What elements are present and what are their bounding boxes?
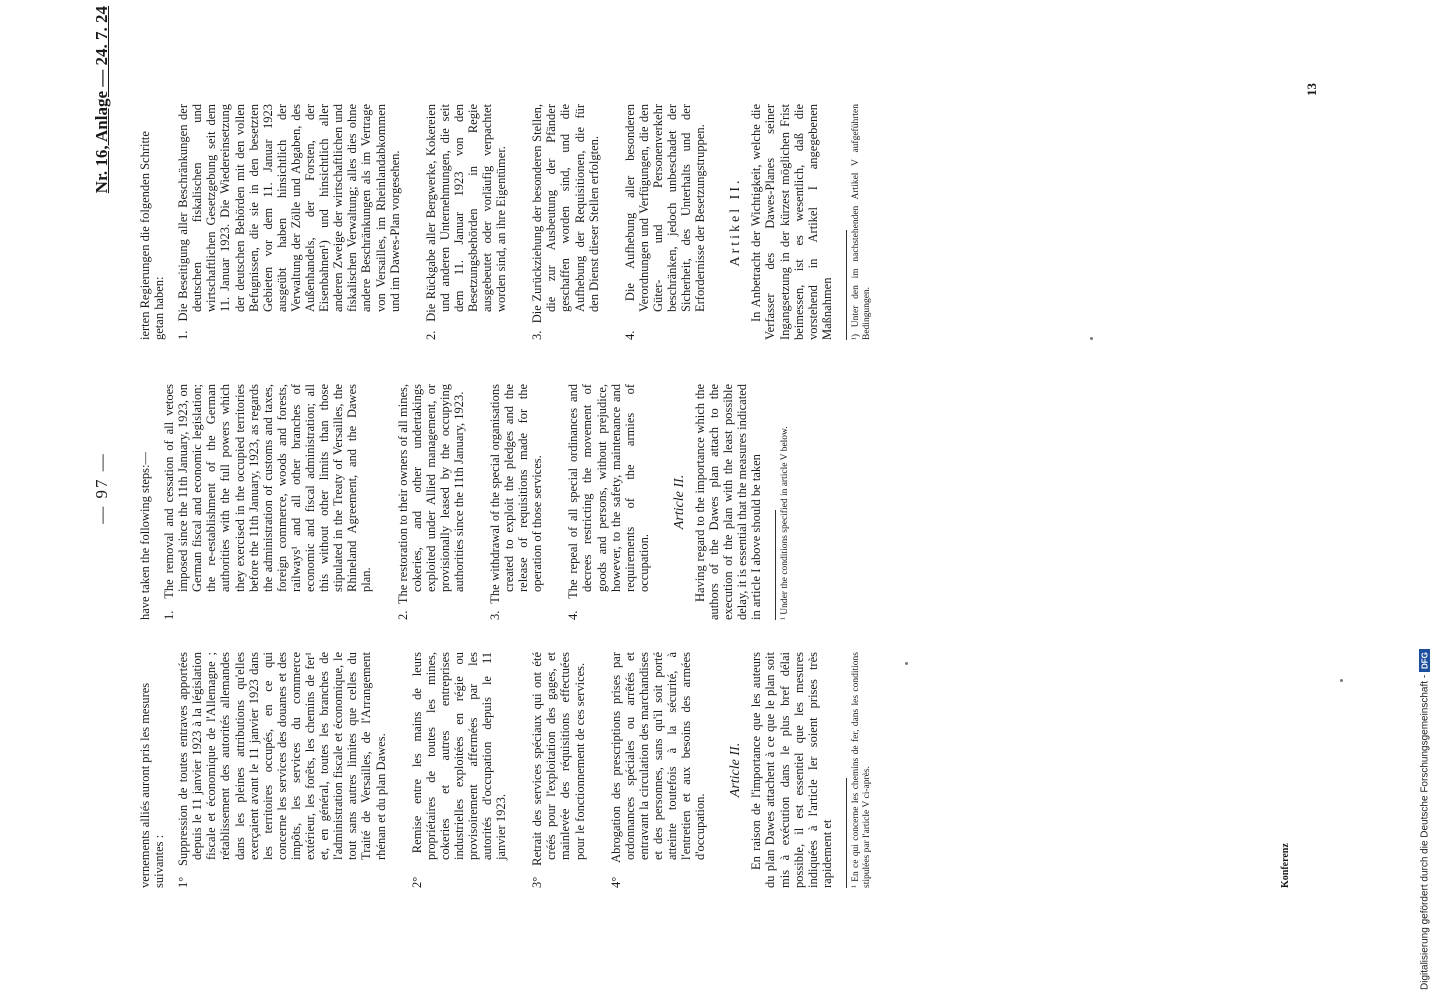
german-article-text: In Anbetracht der Wichtigkeit, welche die Verfasser des Dawes-Planes seiner Ingangsetzung in der kürzest möglichen Frist beimessen, ist es wesentlich, daß die vorstehend in Artikel I angegebenen Maßnahmen bbox=[749, 104, 834, 340]
item-number: 4° bbox=[608, 876, 623, 888]
item-text: Suppression de toutes entraves apportées depuis le 11 janvier 1923 à la législation fiscale et économique de l'Allemagne ; rétablissement des autorités allemandes dans les pleines attributions qu'elles exerçaient avant le 11 janvier 1923 dans les territoires occupés, en ce qui concerne les services des douanes et des impôts, les services du commerce extérieur, les forêts, les chemins de fer¹ et, en général, toutes les branches de l'administration fiscale et économique, le tout sans autres limites que celles du Traité de Versailles, de l'Arrangement rhénan et du plan Dawes. bbox=[176, 652, 388, 866]
item-number: 1° bbox=[176, 876, 191, 888]
item-text: Die Beseitigung aller Beschränkungen der deutschen fiskalischen und wirtschaftlichen Gesetzgebung seit dem 11. Januar 1923. Die Wiedereinsetzung der deutschen Behörden mit den vollen Befugnissen, die sie in den besetzten Gebieten vor dem 11. Januar 1923 ausgeübt haben hinsichtlich der Verwaltung der Zölle und Abgaben, des Außenhandels, der Forsten, der Eisenbahnen¹) und hinsichtlich aller anderen Zweige der wirtschaftlichen und fiskalischen Verwaltung; alles dies ohne andere Beschränkungen als im Vertrage von Versailles, im Rheinlandabkommen und im Dawes-Plan vorgesehen. bbox=[176, 104, 402, 322]
german-article-heading: Artikel II. bbox=[728, 177, 744, 267]
dfg-logo-badge: DFG bbox=[1420, 649, 1431, 672]
running-head: Nr. 16, Anlage — 24. 7. 24 bbox=[92, 6, 111, 194]
conference-stamp: Konferenz bbox=[1280, 843, 1291, 888]
item-number: 4. bbox=[622, 330, 637, 340]
item-number: 2° bbox=[409, 876, 424, 888]
german-item-1 bbox=[176, 104, 402, 340]
print-speck bbox=[905, 662, 908, 665]
english-item-3 bbox=[488, 384, 544, 620]
item-number: 1. bbox=[162, 610, 177, 620]
french-lead: vernements alliés auront pris les mesures suivantes : bbox=[138, 682, 167, 888]
french-item-2 bbox=[410, 652, 509, 888]
french-article-text: En raison de l'importance que les auteurs du plan Dawes attachent à ce que le plan soit mis à exécution dans le plus bref délai possible, il est essentiel que les mesures indiquées à l'article Ier soient prises très rapidement et bbox=[749, 652, 834, 888]
print-speck bbox=[1340, 679, 1343, 682]
footnote-text: ¹) Unter den im nachstehenden Artikel V aufgeführten Bedingungen. bbox=[850, 104, 872, 340]
print-speck bbox=[1090, 337, 1093, 340]
item-number: 2. bbox=[395, 610, 410, 620]
english-column bbox=[138, 384, 791, 620]
german-column bbox=[138, 104, 873, 340]
item-text: Die Aufhebung aller besonderen Verordnungen und Verfügungen, die den Güter- und Personenverkehr beschränken, jedoch unbeschadet der Sicherheit, des Unterhalts und der Erfordernisse der Besetzungstruppen. bbox=[622, 104, 708, 312]
english-article-text: Having regard to the importance which the authors of the Dawes plan attach to the execution of the plan with the least possible delay, it is essential that the measures indicated in article I above should be taken bbox=[693, 384, 764, 620]
german-lead: ierten Regierungen die folgenden Schritte getan haben: bbox=[138, 131, 167, 340]
page-number: — 97 — bbox=[92, 452, 111, 524]
folio-mark: 13 bbox=[1304, 83, 1319, 96]
german-item-3 bbox=[530, 104, 600, 340]
item-text: The removal and cessation of all vetoes imposed since the 11th January, 1923, on German fiscal and economic legislation; the re-establishment of the German authorities with the full powers which they exercised in the occupied territories before the 11th January, 1923, as regards the administration of customs and taxes, foreign commerce, woods and forests, railways¹ and all other branches of economic and fiscal administration; all this without other limits than those stipulated in the Treaty of Versailles, the Rhineland Agreement, and the Dawes plan. bbox=[162, 384, 374, 599]
item-text: The withdrawal of the special organisations created to exploit the pledges and the release of requisitions made for the operation of those services. bbox=[487, 383, 545, 604]
french-article-heading: Article II. bbox=[728, 742, 744, 798]
german-footnote bbox=[846, 104, 873, 340]
french-footnote bbox=[846, 652, 873, 888]
english-item-2 bbox=[396, 384, 466, 620]
item-text: Remise entre les mains de leurs propriétaires de toutes les mines, cokeries et autres entreprises industrielles exploitées en régie ou provisoirement affermées par les autorités d'occupation depuis le 11 janvier 1923. bbox=[409, 651, 509, 860]
digitization-credit bbox=[1418, 10, 1432, 990]
item-text: The restoration to their owners of all mines, cokeries, and other undertakings exploited under Allied management, or provisionally leased by the occupying authorities since the 11th January, 1923. bbox=[395, 384, 466, 605]
item-number: 3° bbox=[530, 876, 545, 888]
french-item-3 bbox=[530, 652, 586, 888]
english-article-heading: Article II. bbox=[671, 474, 687, 530]
english-item-4 bbox=[566, 384, 651, 620]
item-text: Abrogation des prescriptions prises par ordonnances spéciales ou arrêtés et entravant la circulation des marchandises et des personnes, sans qu'il soit porté atteinte toutefois à la sécurité, à l'entretien et aux besoins des armées d'occupation. bbox=[608, 651, 708, 863]
french-item-4 bbox=[609, 652, 708, 888]
french-column bbox=[138, 652, 873, 888]
english-lead: have taken the following steps:— bbox=[138, 451, 152, 620]
item-text: Die Zurückziehung der besonderen Stellen, die zur Ausbeutung der Pfänder geschaffen worden sind, und die Aufhebung der Requisitionen, die für den Dienst dieser Stellen erfolgten. bbox=[530, 103, 601, 324]
item-number: 2. bbox=[423, 330, 438, 340]
footnote-text: ¹ En ce qui concerne les chemins de fer, dans les conditions stipulées par l'article V ci-après. bbox=[850, 652, 872, 888]
french-item-1 bbox=[176, 652, 387, 888]
english-footnote bbox=[775, 426, 791, 620]
credit-text: Digitalisierung gefördert durch die Deutsche Forschungsgemeinschaft - bbox=[1419, 674, 1431, 990]
item-number: 3. bbox=[487, 610, 502, 620]
item-number: 4. bbox=[566, 610, 581, 620]
item-text: Die Rückgabe aller Bergwerke, Kokereien und anderen Unternehmungen, die seit dem 11. Januar 1923 von den Besetzungsbehörden in Regie ausgebeutet oder vorläufig verpachtet worden sind, an ihre Eigentümer. bbox=[423, 103, 509, 322]
item-number: 3. bbox=[530, 330, 545, 340]
item-number: 1. bbox=[176, 330, 191, 340]
german-item-2 bbox=[424, 104, 509, 340]
english-item-1 bbox=[162, 384, 373, 620]
german-item-4 bbox=[623, 104, 708, 340]
item-text: Retrait des services spéciaux qui ont été créés pour l'exploitation des gages, et mainlevée des réquisitions effectuées pour le fonctionnement de ces services. bbox=[530, 652, 587, 866]
footnote-text: ¹ Under the conditions specified in article V below. bbox=[780, 426, 791, 620]
item-text: The repeal of all special ordinances and decrees restricting the movement of goods and persons, without prejudice, however, to the safety, maintenance and requirements of the armies of occupation. bbox=[566, 384, 651, 599]
